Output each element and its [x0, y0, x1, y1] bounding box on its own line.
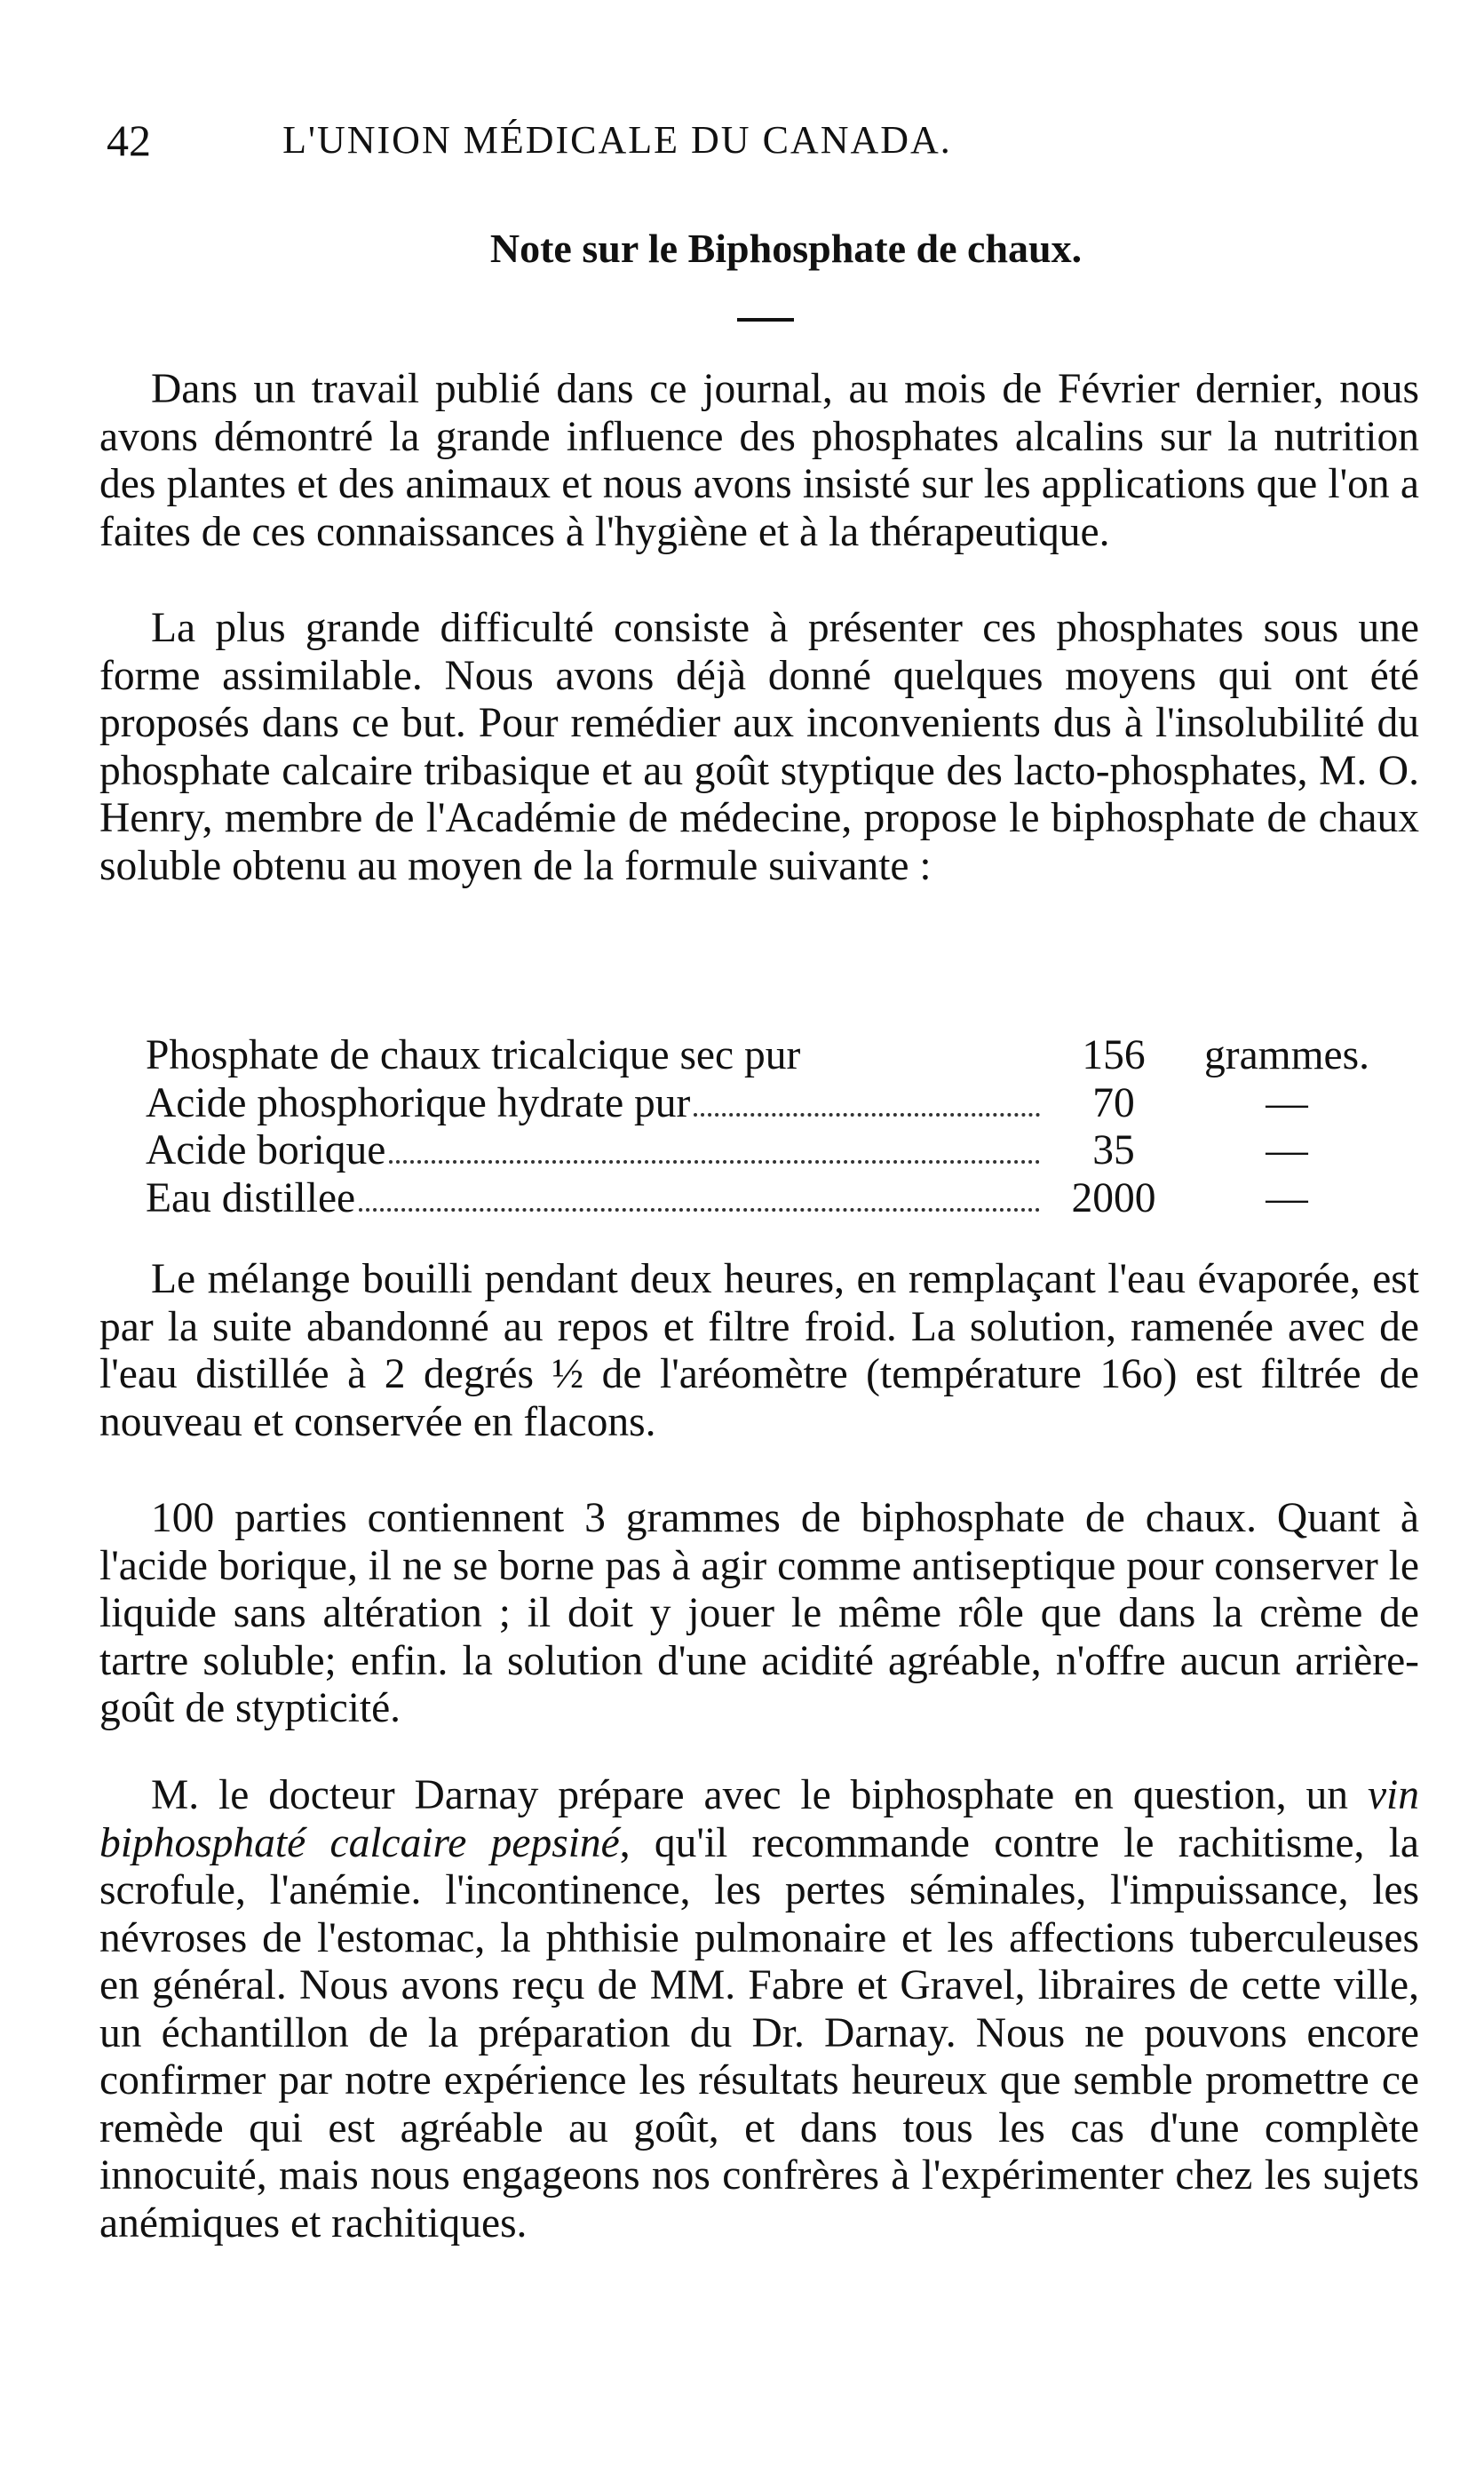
paragraph-preparation: Le mélange bouilli pendant deux heures, en remplaçant l'eau évaporée, est par la suite abandonné au repos et filtre froid. La solution, ramenée avec de l'eau distillée à 2 degrés ½ de l'aréomètre (température 16o) est filtrée de nouveau et conservée en flacons. [99, 1256, 1419, 1445]
ingredient-name: Acide phosphorique hydrate pur [146, 1079, 691, 1126]
formula-row [146, 1175, 1407, 1223]
ingredient-cell [146, 1175, 1047, 1223]
ingredient-name: Acide borique [146, 1127, 386, 1173]
running-head [107, 114, 1092, 167]
ingredient-unit: — [1266, 1079, 1308, 1126]
paragraph-darnay-start: M. le docteur Darnay prépare avec le biphosphate en question, un [151, 1772, 1368, 1818]
page-number: 42 [107, 115, 151, 165]
formula-row [146, 1127, 1407, 1175]
ingredient-quantity: 156 [1082, 1032, 1146, 1078]
ingredient-quantity: 70 [1092, 1079, 1135, 1126]
dot-leader [359, 1208, 1040, 1212]
paragraph-composition: 100 parties contiennent 3 grammes de biphosphate de chaux. Quant à l'acide borique, il ne se borne pas à agir comme antiseptique pour conserver le liquide sans altération ; il doit y jouer le même rôle que dans la crème de tartre soluble; enfin. la solution d'une acidité agréable, n'offre aucun arrière-goût de stypticité. [99, 1495, 1419, 1731]
ingredient-unit: — [1266, 1174, 1308, 1221]
formula-row [146, 1032, 1407, 1080]
ingredient-unit: grammes. [1204, 1032, 1369, 1078]
formula-row [146, 1080, 1407, 1128]
dot-leader [694, 1113, 1040, 1117]
ingredient-cell [146, 1032, 1047, 1080]
formula-table [146, 1032, 1407, 1222]
paragraph-darnay [99, 1772, 1419, 2247]
ingredient-quantity: 2000 [1071, 1174, 1156, 1221]
ingredient-cell [146, 1080, 1047, 1128]
paragraph-difficulty: La plus grande difficulté consiste à présenter ces phosphates sous une forme assimilable. Nous avons déjà donné quelques moyens qui ont été proposés dans ce but. Pour remédier aux inconvenients dus à l'insolubilité du phosphate calcaire tribasique et au goût styptique des lacto-phosphates, M. O. Henry, membre de l'Académie de médecine, propose le biphosphate de chaux soluble obtenu au moyen de la formule suivante : [99, 605, 1419, 889]
ingredient-quantity: 35 [1092, 1127, 1135, 1173]
ingredient-unit: — [1266, 1127, 1308, 1173]
article-title: Note sur le Biphosphate de chaux. [489, 226, 1083, 271]
journal-title: L'UNION MÉDICALE DU CANADA. [282, 118, 952, 162]
ingredient-cell [146, 1127, 1047, 1175]
title-rule [737, 318, 794, 322]
dot-leader [389, 1160, 1040, 1164]
paragraph-darnay-end: , qu'il recommande contre le rachitisme, la scrofule, l'anémie. l'incontinence, les pertes séminales, l'impuissance, les névroses de l'estomac, la phthisie pulmonaire et les affections tuberculeuses en général. Nous avons reçu de MM. Fabre et Gravel, libraires de cette ville, un échantillon de la préparation du Dr. Darnay. Nous ne pouvons encore confirmer par notre expérience les résultats heureux que semble promettre ce remède qui est agréable au goût, et dans tous les cas d'une complète innocuité, mais nous engageons nos confrères à l'expérimenter chez les sujets anémiques et rachitiques. [99, 1819, 1419, 2246]
paragraph-intro: Dans un travail publié dans ce journal, au mois de Février dernier, nous avons démontré la grande influence des phosphates alcalins sur la nutrition des plantes et des animaux et nous avons insisté sur les applications que l'on a faites de ces connaissances à l'hygiène et à la thérapeutique. [99, 366, 1419, 555]
ingredient-name: Eau distillee [146, 1174, 356, 1221]
ingredient-name: Phosphate de chaux tricalcique sec pur [146, 1032, 801, 1078]
wine-name-italic: vin biphosphaté calcaire pepsiné [99, 1772, 1419, 1866]
